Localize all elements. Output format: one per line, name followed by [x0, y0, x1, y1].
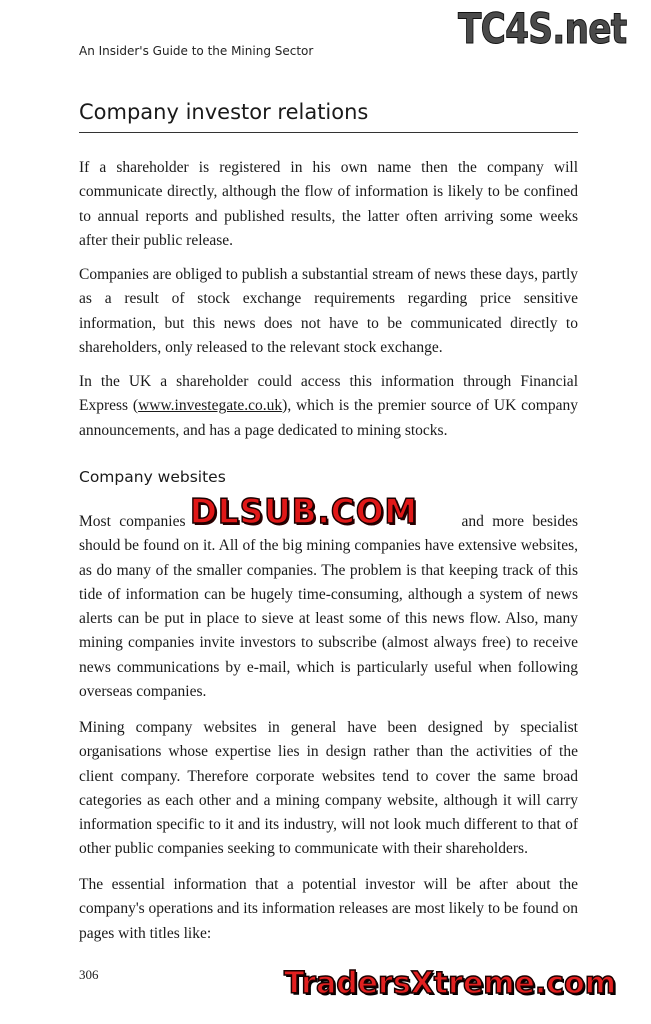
paragraph-uk-access	[79, 370, 578, 443]
running-head: An Insider's Guide to the Mining Sector	[79, 44, 314, 58]
uk-text-after: ), which is the premier source of UK company announcements, and has a page dedicated to mining stocks.	[79, 397, 578, 439]
section-title: Company investor relations	[79, 100, 369, 124]
watermark-dlsub: DLSUB.COM	[186, 492, 422, 532]
uk-text-before: In the UK a shareholder could access this information through Financial Express (	[79, 373, 578, 415]
title-rule	[79, 132, 578, 133]
paragraph-most-companies	[79, 510, 578, 704]
watermark-tradersxtreme: TradersXtreme.com	[284, 966, 616, 1001]
watermark-tc4s: TC4S.net	[458, 4, 627, 53]
most-companies-rest: and more besides should be found on it. All of the big mining companies have extensive websites, as do many of the smaller companies. The problem is that keeping track of this tide of information can be hugely time-consuming, although a system of news alerts can be put in place to sieve at least some of this news flow. Also, many mining companies invite investors to subscribe (almost always free) to receive news communications by e-mail, which is particularly useful when following overseas companies.	[79, 513, 578, 701]
sub-heading-company-websites: Company websites	[79, 468, 226, 486]
paragraph-registered-shareholder: If a shareholder is registered in his own name then the company will communicate directly, although the flow of information is likely to be confined to annual reports and published results, the latter often arriving some weeks after their public release.	[79, 159, 578, 249]
paragraph-essential-information: The essential information that a potential investor will be after about the company's operations and its information releases are most likely to be found on pages with titles like:	[79, 876, 578, 942]
paragraph-website-design: Mining company websites in general have been designed by specialist organisations whose expertise lies in design rather than the activities of the client company. Therefore corporate websites tend to cover the same broad categories as each other and a mining company website, although it will carry information specific to it and its industry, will not look much different to that of other public companies seeking to communicate with their shareholders.	[79, 719, 578, 858]
page-number: 306	[79, 967, 99, 982]
investegate-link[interactable]: www.investegate.co.uk	[138, 397, 283, 415]
most-companies-start: Most companies	[79, 513, 186, 530]
paragraph-news-stream: Companies are obliged to publish a substantial stream of news these days, partly as a result of stock exchange requirements regarding price sensitive information, but this news does not have to be communicated directly to shareholders, only released to the relevant stock exchange.	[79, 266, 578, 356]
